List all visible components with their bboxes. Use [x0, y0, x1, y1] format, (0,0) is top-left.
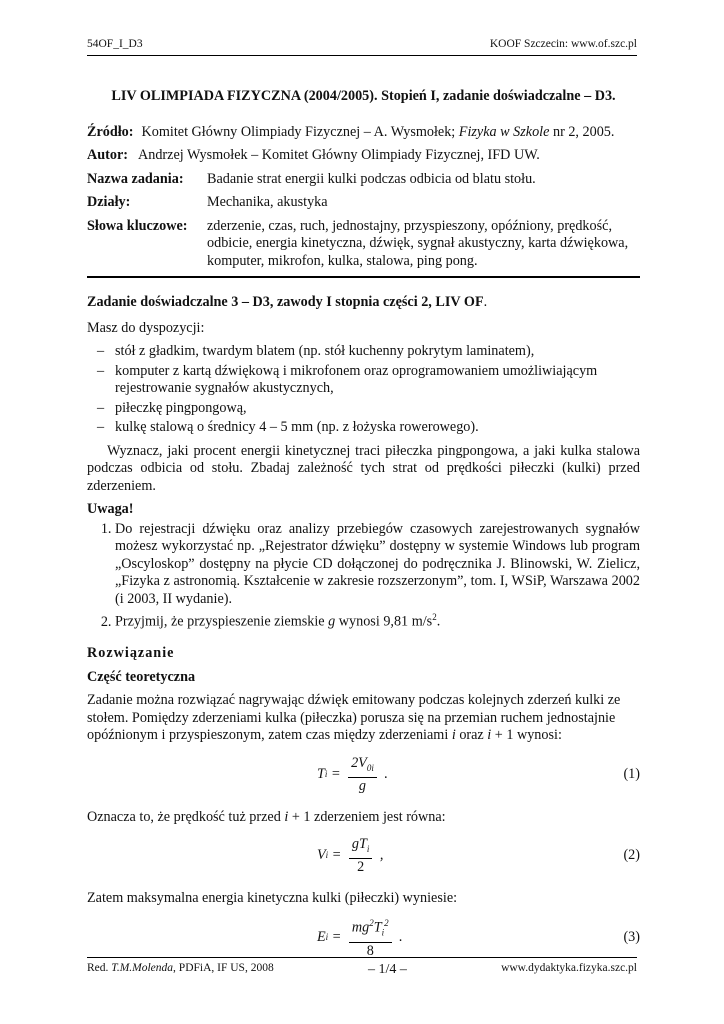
- author-value: Andrzej Wysmołek – Komitet Główny Olimpiady Fizycznej, IFD UW.: [137, 147, 540, 163]
- footer-right: www.dydaktyka.fizyka.szc.pl: [501, 962, 637, 974]
- footer-left: Red. T.M.Molenda, PDFiA, IF US, 2008: [87, 962, 274, 974]
- equation-2: V i = $\frac{gT_i}{2}$ , (2): [317, 836, 640, 876]
- page-content: [87, 88, 640, 972]
- theory-paragraph-1: Zadanie można rozwiązać nagrywając dźwięk emitowany podczas kolejnych zderzeń kulki ze stołem. Pomiędzy zderzeniami kulka (piłeczka) porusza się na przemian ruchem jednostajnie opóźnionym i przyspieszonym, zatem czas między zderzeniami i oraz i + 1 wynosi:: [87, 692, 621, 744]
- list-item: – piłeczkę pingpongową,: [97, 399, 247, 416]
- equation-number: (1): [623, 765, 640, 782]
- footer-rule: [87, 957, 637, 958]
- theory-paragraph-2: Oznacza to, że prędkość tuż przed i + 1 zderzeniem jest równa:: [87, 808, 446, 825]
- document-title: [87, 88, 640, 106]
- header-right: KOOF Szczecin: www.of.szc.pl: [489, 38, 637, 50]
- theory-paragraph-3: Zatem maksymalna energia kinetyczna kulki (piłeczki) wyniesie:: [87, 890, 458, 907]
- task-intro: Masz do dyspozycji:: [87, 319, 205, 336]
- equation-number: (3): [623, 928, 640, 945]
- equation-number: (2): [623, 847, 640, 864]
- source-value: Komitet Główny Olimpiady Fizycznej – A. Wysmołek; Fizyka w Szkole nr 2, 2005.: [141, 123, 615, 140]
- keywords-label: Słowa kluczowe:: [87, 217, 188, 234]
- equipment-list: [87, 343, 640, 437]
- note-item: 1. Do rejestracji dźwięku oraz analizy przebiegów czasowych zarejestrowanych sygnałów możesz wykorzystać np. „Rejestrator dźwięku” dostępny w systemie Windows lub program „Oscyloskop” dostępny na płycie CD dołączonej do podręcznika J. Blinowski, W. Zielicz, „Fizyka z astronomią. Kształcenie w zakresie rozszerzonym”, tom. I, WSiP, Warszawa 2002 (i 2003, II wydanie).: [115, 521, 640, 609]
- solution-heading: Rozwiązanie: [87, 645, 175, 662]
- task-instruction: Wyznacz, jaki procent energii kinetycznej traci piłeczka pingpongowa, a jaki kulka stalowa podczas odbicia od stołu. Zbadaj zależność tych strat od prędkości piłeczki (kulki) przed zderzeniem.: [87, 442, 640, 494]
- source-label: Źródło:: [87, 123, 134, 140]
- page-footer: [87, 962, 637, 978]
- list-item: – komputer z kartą dźwiękową i mikrofonem oraz oprogramowaniem umożliwiającym rejestrowanie sygnałów akustycznych,: [97, 362, 598, 396]
- meta-task-name: [87, 171, 640, 189]
- header-left: 54OF_I_D3: [87, 38, 143, 50]
- note-heading: Uwaga!: [87, 501, 134, 517]
- section-divider: [87, 276, 640, 278]
- task-name-label: Nazwa zadania:: [87, 170, 184, 187]
- meta-keywords: [87, 218, 640, 271]
- list-item: – stół z gładkim, twardym blatem (np. stół kuchenny pokrytym laminatem),: [97, 343, 535, 359]
- sections-value: Mechanika, akustyka: [207, 194, 328, 210]
- notes-list: [87, 521, 640, 632]
- page-number: – 1/4 –: [367, 962, 407, 977]
- keywords-value: zderzenie, czas, ruch, jednostajny, przyspieszony, opóźniony, prędkość, odbicie, energia kinetyczna, dźwięk, sygnał akustyczny, karta dźwiękowa, komputer, mikrofon, kulka, stalowa, ping pong.: [207, 217, 629, 269]
- meta-sections: [87, 194, 640, 212]
- theory-heading: Część teoretyczna: [87, 668, 196, 685]
- equation-3: E i = $\frac{mg^2T_i^2}{8}$ . (3): [87, 914, 640, 962]
- equation-1: T i = $\frac{2V_{0i}}{g}$ . (1): [317, 754, 640, 794]
- header-rule: [87, 55, 637, 56]
- page-header: [87, 38, 637, 50]
- note-item: 2. Przyjmij, że przyspieszenie ziemskie g wynosi 9,81 $m/s^2$.: [115, 609, 640, 631]
- list-item: – kulkę stalową o średnicy 4 – 5 mm (np. z łożyska rowerowego).: [97, 419, 479, 435]
- title-rest: . Stopień I, zadanie doświadczalne – D3.: [374, 88, 616, 104]
- task-name-value: Badanie strat energii kulki podczas odbicia od blatu stołu.: [207, 170, 536, 187]
- meta-author: [87, 147, 640, 165]
- sections-label: Działy:: [87, 194, 131, 210]
- author-label: Autor:: [87, 147, 128, 163]
- meta-source: [87, 124, 640, 142]
- title-bold: LIV OLIMPIADA FIZYCZNA (2004/2005): [111, 88, 374, 104]
- task-heading: Zadanie doświadczalne 3 – D3, zawody I stopnia części 2, LIV OF.: [87, 294, 488, 310]
